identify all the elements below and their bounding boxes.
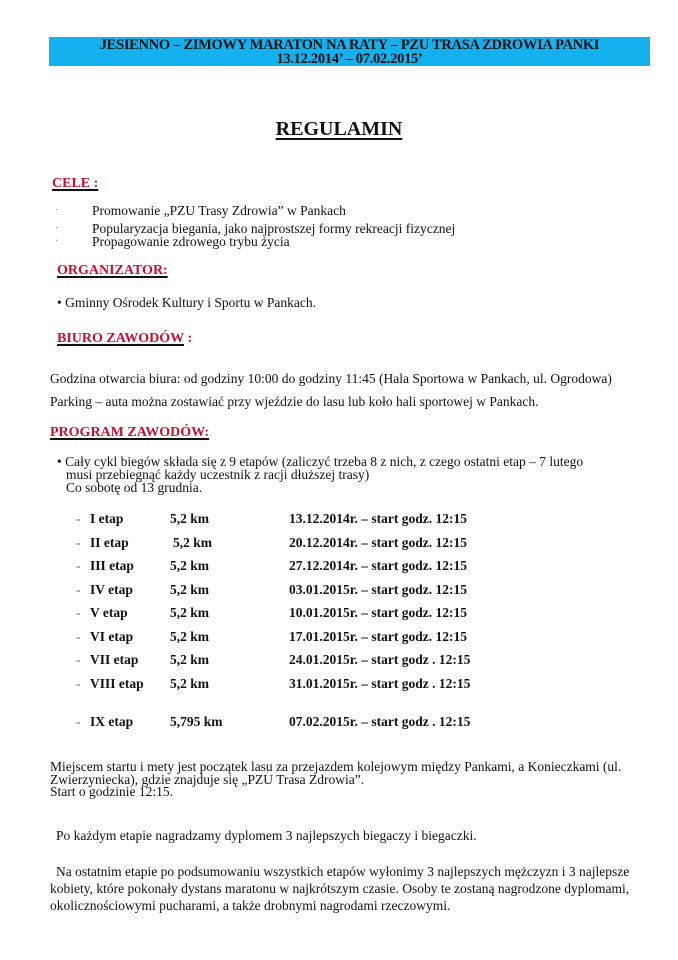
stage-name: IX etap <box>90 713 134 729</box>
program-intro-line: • Cały cykl biegów składa się z 9 etapów (zaliczyć trzeba 8 z nich, z czego ostatni etap – 7 lutego <box>57 454 584 469</box>
stage-name: IV etap <box>90 581 133 597</box>
stage-name: VIII etap <box>90 675 144 691</box>
stage-date: 24.01.2015r. – start godz . 12:15 <box>289 652 471 667</box>
stage-bullet: - <box>76 652 81 667</box>
stage-bullet: - <box>76 675 81 691</box>
stage-bullet: - <box>76 534 81 550</box>
stage-name: V etap <box>90 605 128 620</box>
stage-date: 03.01.2015r. – start godz. 12:15 <box>289 581 467 597</box>
office-heading-text: BIURO ZAWODÓW <box>57 331 184 346</box>
stage-name: VII etap <box>90 652 139 667</box>
stage-distance: 5,2 km <box>170 605 210 620</box>
program-intro-line: musi przebiegnąć każdy uczestnik z racji dłuższej trasy) <box>66 467 370 482</box>
document-title: REGULAMIN <box>275 118 403 140</box>
goals-heading <box>52 176 98 192</box>
stage-bullet: - <box>76 581 81 597</box>
stage-distance: 5,2 km <box>170 511 210 526</box>
final-awards <box>50 863 629 914</box>
final-awards-line: okolicznościowymi pucharami, a także drobnymi nagrodami rzeczowymi. <box>50 898 451 913</box>
final-awards-line: Na ostatnim etapie po podsumowaniu wszystkich etapów wyłonimy 3 najlepszych mężczyzn i 3 najlepsze <box>56 864 630 879</box>
stage-distance: 5,2 km <box>170 628 210 644</box>
bullet-icon: · <box>55 222 59 234</box>
program-intro <box>57 455 583 494</box>
stage-bullet: - <box>76 558 81 573</box>
stage-date: 13.12.2014r. – start godz. 12:15 <box>289 511 467 526</box>
location-line: Start o godzinie 12:15. <box>50 784 173 799</box>
stage-bullet: - <box>76 713 81 729</box>
stage-bullet: - <box>76 605 81 620</box>
stage-distance: 5,2 km <box>170 675 210 691</box>
bullet-icon: · <box>55 236 59 247</box>
stage-name: VI etap <box>90 628 134 644</box>
stage-date: 07.02.2015r. – start godz . 12:15 <box>289 713 471 729</box>
goals-heading-text: CELE : <box>52 176 99 191</box>
organizer-heading-text: ORGANIZATOR: <box>57 263 168 278</box>
start-location <box>50 761 621 799</box>
event-dates: 13.12.2014’ – 07.02.2015’ <box>276 51 423 67</box>
organizer-heading <box>57 263 168 279</box>
organizer-name: • Gminny Ośrodek Kultury i Sportu w Pankach. <box>57 295 316 310</box>
stage-date: 17.01.2015r. – start godz. 12:15 <box>289 628 467 644</box>
stage-date: 31.01.2015r. – start godz . 12:15 <box>289 675 471 691</box>
program-heading <box>50 425 209 441</box>
stage-name: II etap <box>90 534 129 550</box>
stage-distance: 5,2 km <box>170 652 210 667</box>
goal-item <box>55 222 455 236</box>
goal-text: Propagowanie zdrowego trybu życia <box>92 234 290 249</box>
goal-item <box>55 204 455 218</box>
stage-bullet: - <box>76 628 81 644</box>
stage-awards: Po każdym etapie nagradzamy dyplomem 3 najlepszych biegaczy i biegaczki. <box>56 828 477 843</box>
stage-name: I etap <box>90 511 124 526</box>
final-awards-line: kobiety, które pokonały dystans maratonu w najkrótszym czasie. Osoby te zostaną nagrodzone dyplomami, <box>50 881 630 896</box>
event-banner <box>49 37 650 66</box>
stage-date: 20.12.2014r. – start godz. 12:15 <box>289 534 467 550</box>
location-line: Zwierzyniecka), gdzie znajduje się „PZU Trasa Zdrowia”. <box>50 771 365 787</box>
parking-info: Parking – auta można zostawiać przy wjeździe do lasu lub koło hali sportowej w Pankach. <box>50 394 539 409</box>
stage-date: 27.12.2014r. – start godz. 12:15 <box>289 558 467 573</box>
goal-item <box>55 235 455 249</box>
stage-distance: 5,2 km <box>170 581 210 597</box>
stage-name: III etap <box>90 558 134 573</box>
stage-distance: 5,795 km <box>170 713 223 729</box>
goals-list <box>55 204 455 249</box>
stage-bullet: - <box>76 511 81 526</box>
document-title-wrap <box>0 118 678 141</box>
event-title: JESIENNO – ZIMOWY MARATON NA RATY – PZU TRASA ZDROWIA PANKI <box>99 37 600 53</box>
office-heading-suffix: : <box>183 331 193 346</box>
stage-date: 10.01.2015r. – start godz. 12:15 <box>289 605 467 620</box>
office-heading <box>57 331 192 347</box>
goal-text: Promowanie „PZU Trasy Zdrowia” w Pankach <box>92 203 346 218</box>
program-heading-text: PROGRAM ZAWODÓW: <box>50 425 210 440</box>
office-hours: Godzina otwarcia biura: od godziny 10:00 do godziny 11:45 (Hala Sportowa w Pankach, ul. Ogrodowa) <box>50 371 612 386</box>
program-intro-line: Co sobotę od 13 grudnia. <box>66 480 203 495</box>
stage-distance: 5,2 km <box>170 558 210 573</box>
goal-text: Popularyzacja biegania, jako najprostszej formy rekreacji fizycznej <box>92 220 456 236</box>
stage-distance: 5,2 km <box>173 534 213 550</box>
location-line: Miejscem startu i mety jest początek lasu za przejazdem kolejowym między Pankami, a Konieczkami (ul. <box>50 759 622 774</box>
bullet-icon: · <box>55 205 59 216</box>
